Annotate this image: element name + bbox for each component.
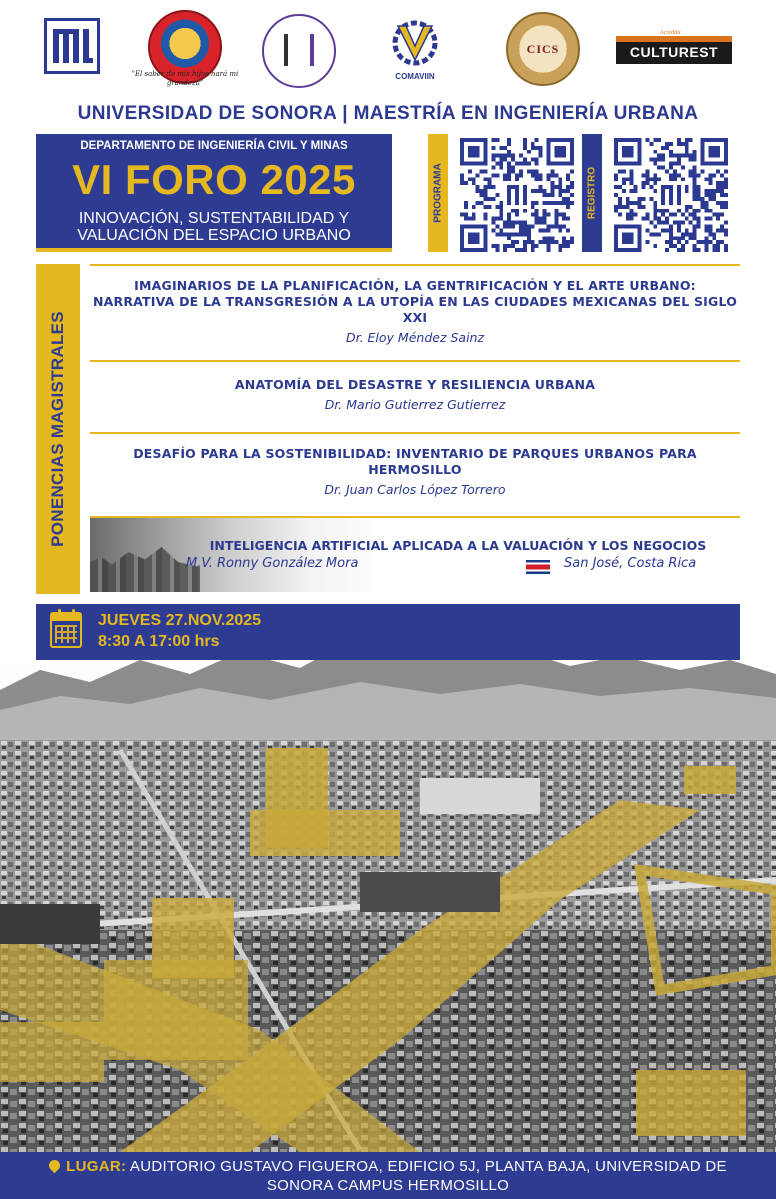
talk-2-title: ANATOMÍA DEL DESASTRE Y RESILIENCIA URBANA [234, 377, 596, 392]
divider [90, 432, 740, 434]
talk-3-title [90, 446, 740, 478]
keynotes-label: PONENCIAS MAGISTRALES [48, 311, 67, 547]
talk-1-title [90, 278, 740, 326]
talk-3-title-line-1: DESAFÍO PARA LA SOSTENIBILIDAD: INVENTARIO DE PARQUES URBANOS PARA [133, 446, 697, 461]
talk-2 [90, 377, 740, 414]
divider [90, 360, 740, 362]
venue-line-1 [0, 1157, 776, 1176]
register-qr-code[interactable] [614, 138, 728, 252]
venue-footer [0, 1152, 776, 1199]
talk-3 [90, 446, 740, 499]
venue-label: LUGAR: [66, 1158, 127, 1175]
talk-3-title-line-2: HERMOSILLO [368, 462, 462, 477]
college-seal-logo [262, 14, 336, 88]
department-name: DEPARTAMENTO DE INGENIERÍA CIVIL Y MINAS [80, 140, 348, 152]
event-date: JUEVES 27.NOV.2025 [98, 612, 262, 629]
talk-4-title: INTELIGENCIA ARTIFICIAL APLICADA A LA VALUACIÓN Y LOS NEGOCIOS [209, 538, 707, 553]
event-subtitle [36, 210, 392, 244]
comaviin-gear-icon [388, 16, 442, 70]
register-qr-tab [582, 134, 602, 252]
costa-rica-flag-icon [526, 560, 550, 574]
event-subtitle-line-2: VALUACIÓN DEL ESPACIO URBANO [77, 227, 351, 244]
talk-1-title-line-3: XXI [402, 310, 428, 325]
culturest-tagline: Acredita [660, 30, 681, 36]
program-qr-code[interactable] [460, 138, 574, 252]
event-subtitle-line-1: INNOVACIÓN, SUSTENTABILIDAD Y [78, 210, 350, 227]
event-time: 8:30 A 17:00 hrs [98, 633, 220, 650]
venue-text: AUDITORIO GUSTAVO FIGUEROA, EDIFICIO 5J, PLANTA BAJA, UNIVERSIDAD DE [126, 1158, 727, 1175]
keynotes-section-label [36, 264, 80, 594]
university-program-title: UNIVERSIDAD DE SONORA | MAESTRÍA EN INGENIERÍA URBANA [77, 103, 699, 124]
register-qr-label: REGISTRO [586, 166, 598, 220]
calendar-icon [50, 612, 82, 648]
event-title-box [36, 134, 392, 252]
talk-1-speaker: Dr. Eloy Méndez Sainz [345, 330, 485, 345]
talk-4-speaker: M.V. Ronny González Mora [186, 556, 359, 571]
event-datetime [98, 610, 261, 652]
talk-1 [90, 278, 740, 347]
logo-row [0, 0, 776, 95]
talk-1-title-line-2: NARRATIVA DE LA TRANSGRESIÓN A LA UTOPÍA EN LAS CIUDADES MEXICANAS DEL SIGLO [92, 294, 738, 309]
event-title: VI FORO 2025 [72, 156, 356, 203]
hermosillo-aerial-photo [0, 630, 776, 1152]
comaviin-label: COMAVIIN [395, 72, 435, 81]
cics-label: CICS [526, 42, 560, 56]
location-pin-icon [47, 1157, 63, 1173]
talk-4-location: San José, Costa Rica [564, 556, 697, 571]
university-motto: "El saber de mis hijos hará mi grandeza" [131, 70, 239, 87]
culturest-label: CULTUREST [629, 44, 719, 60]
city-skyline-image [90, 542, 200, 592]
talk-4 [90, 518, 740, 592]
cics-seal-logo [506, 12, 580, 86]
talk-3-speaker: Dr. Juan Carlos López Torrero [324, 482, 506, 497]
culturest-logo [616, 36, 732, 64]
program-qr-tab [428, 134, 448, 252]
venue-line-2: SONORA CAMPUS HERMOSILLO [266, 1177, 510, 1194]
miu-logo [44, 18, 100, 74]
talk-2-speaker: Dr. Mario Gutierrez Gutierrez [324, 397, 506, 412]
event-date-banner [36, 604, 740, 660]
program-qr-label: PROGRAMA [432, 163, 444, 223]
divider [90, 264, 740, 266]
talk-1-title-line-1: IMAGINARIOS DE LA PLANIFICACIÓN, LA GENTRIFICACIÓN Y EL ARTE URBANO: [134, 278, 696, 293]
